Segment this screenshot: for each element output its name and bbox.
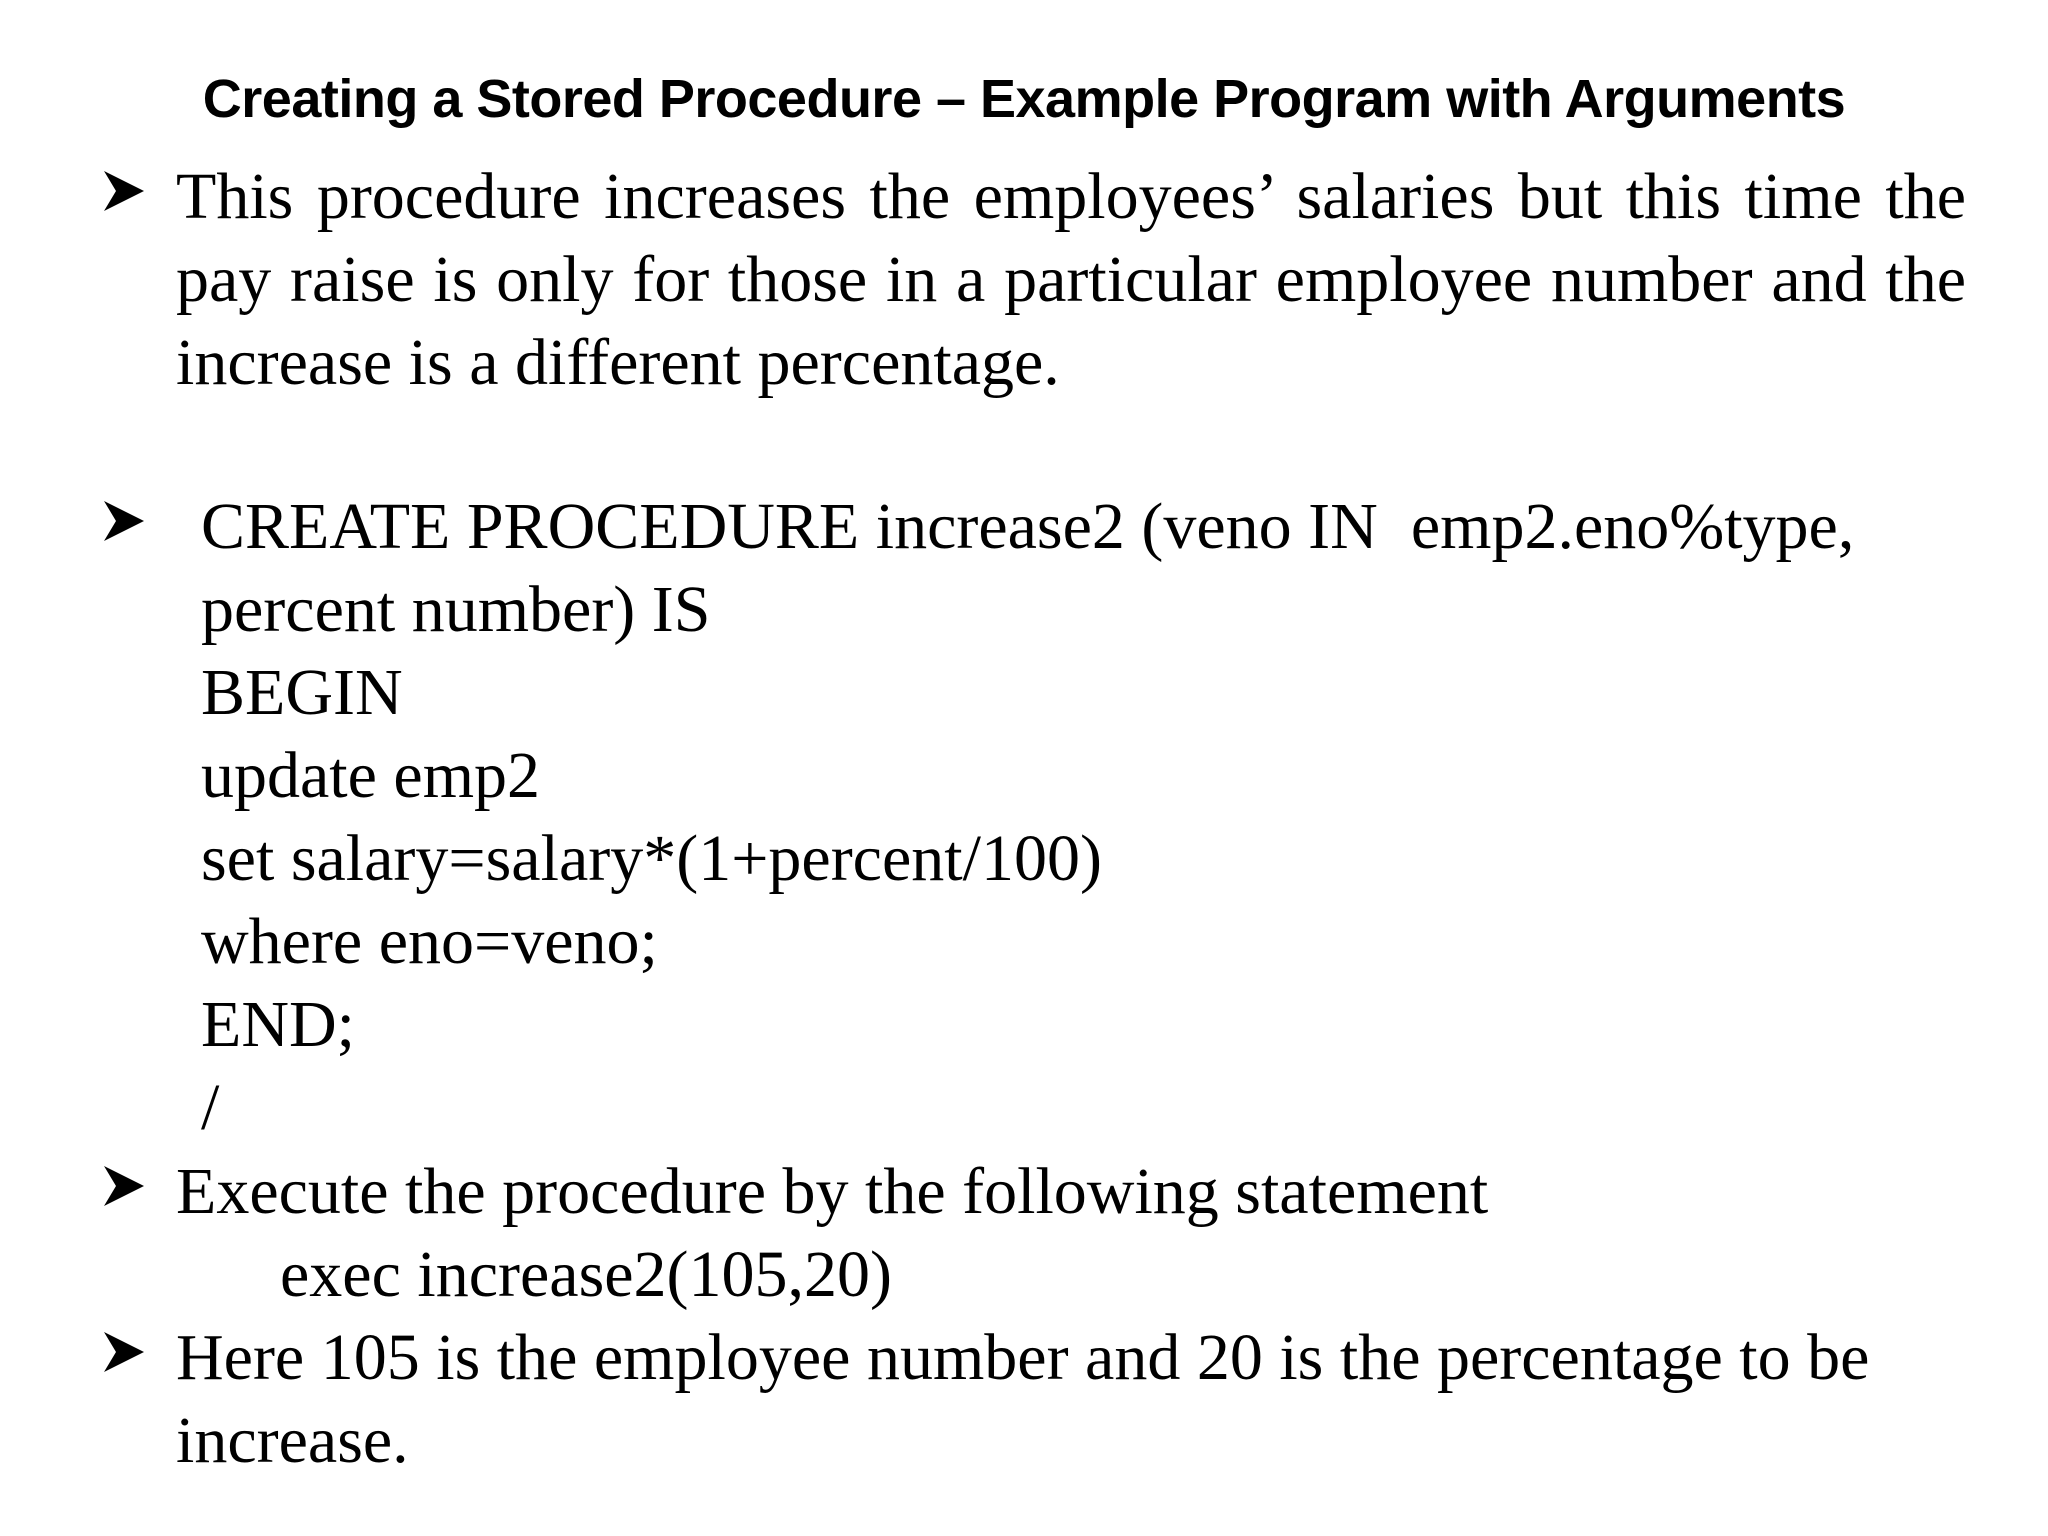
arrowhead-bullet-icon — [100, 1162, 160, 1222]
code-line: where eno=veno; — [201, 905, 658, 978]
code-line: BEGIN — [201, 656, 403, 729]
code-line: update emp2 — [201, 739, 541, 812]
bullet-description — [100, 155, 1980, 404]
code-line: CREATE PROCEDURE increase2 (veno IN emp2.eno%type, — [201, 490, 1855, 563]
arrowhead-bullet-icon — [100, 167, 160, 227]
slide-title: Creating a Stored Procedure – Example Program with Arguments — [202, 69, 1846, 129]
code-line: END; — [201, 988, 355, 1061]
bullet-text — [176, 1150, 1980, 1316]
arrowhead-bullet-icon — [100, 497, 160, 557]
bullet-text: This procedure increases the employees’ salaries but this time the pay raise is only for those in a particular employee number and the increase is a different percentage. — [176, 160, 1966, 399]
code-line: set salary=salary*(1+percent/100) — [201, 822, 1102, 895]
execute-statement: exec increase2(105,20) — [280, 1238, 893, 1311]
arrowhead-bullet-icon — [100, 1328, 160, 1388]
bullet-execute — [100, 1150, 1980, 1316]
code-line: / — [201, 1071, 220, 1144]
code-line: percent number) IS — [201, 573, 711, 646]
bullet-code — [100, 485, 1980, 1149]
bullet-explanation — [100, 1316, 1980, 1482]
execute-instruction: Execute the procedure by the following statement — [176, 1155, 1489, 1228]
code-block — [201, 485, 1980, 1149]
bullet-text: Here 105 is the employee number and 20 is the percentage to be increase. — [176, 1321, 1870, 1477]
